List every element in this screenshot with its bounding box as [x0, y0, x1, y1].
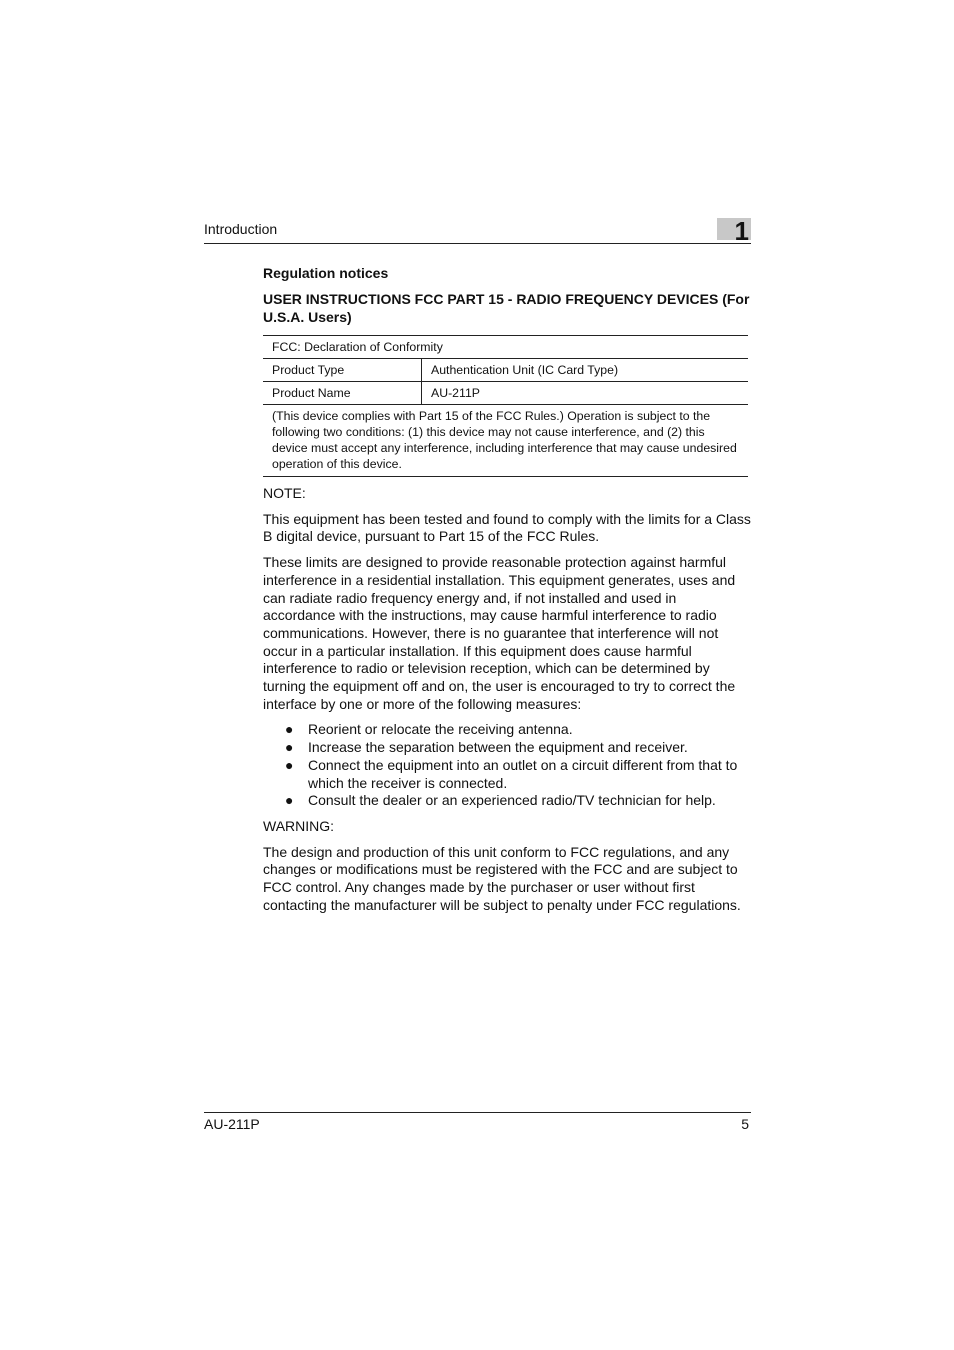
- table-key: Product Name: [263, 382, 422, 405]
- chapter-number: 1: [734, 216, 749, 246]
- table-value: Authentication Unit (IC Card Type): [422, 359, 749, 382]
- table-row: [263, 359, 748, 382]
- page-content: [263, 264, 751, 922]
- table-caption-row: [263, 336, 748, 359]
- list-item-text: Connect the equipment into an outlet on a circuit different from that to which the receiver is connected.: [308, 756, 738, 791]
- table-caption: FCC: Declaration of Conformity: [263, 336, 748, 359]
- section-name: Introduction: [204, 221, 278, 237]
- list-item-text: Increase the separation between the equipment and receiver.: [308, 739, 688, 756]
- paragraph: This equipment has been tested and found to comply with the limits for a Class B digital device, pursuant to Part 15 of the FCC Rules.: [263, 510, 751, 545]
- table-note-row: [263, 405, 748, 477]
- page-header: [204, 218, 751, 244]
- bullet-icon: ●: [285, 721, 294, 738]
- table-note: (This device complies with Part 15 of the FCC Rules.) Operation is subject to the following two conditions: (1) this device may not cause interference, and (2) this device must accept any interference, including interference that may cause undesired operation of this device.: [263, 405, 748, 477]
- paragraph: These limits are designed to provide reasonable protection against harmful interference in a residential installation. This equipment generates, uses and can radiate radio frequency energy and, if not installed and used in accordance with the instructions, may cause harmful interference to radio communications. However, there is no guarantee that interference will not occur in a particular installation. If this equipment does cause harmful interference to radio or television reception, which can be determined by turning the equipment off and on, the user is encouraged to try to correct the interface by one or more of the following measures:: [263, 554, 736, 712]
- subheading: Regulation notices: [263, 265, 389, 281]
- warning-label: WARNING:: [263, 817, 335, 834]
- table-key: Product Type: [263, 359, 422, 382]
- table-row: [263, 382, 748, 405]
- list-item: [285, 792, 751, 810]
- list-item: [285, 757, 751, 792]
- page-title: USER INSTRUCTIONS FCC PART 15 - RADIO FREQUENCY DEVICES (For U.S.A. Users): [263, 291, 750, 325]
- bullet-icon: ●: [285, 739, 294, 756]
- bullet-icon: ●: [285, 756, 294, 773]
- declaration-table: [263, 335, 748, 477]
- list-item-text: Consult the dealer or an experienced radio/TV technician for help.: [308, 792, 716, 809]
- bullet-icon: ●: [285, 792, 294, 809]
- paragraph: The design and production of this unit conform to FCC regulations, and any changes or modifications must be registered with the FCC and are subject to FCC control. Any changes made by the purchaser or user without first contacting the manufacturer will be subject to penalty under FCC regulations.: [263, 843, 741, 913]
- list-item: [285, 721, 751, 739]
- table-value: AU-211P: [422, 382, 749, 405]
- chapter-tab: [717, 216, 751, 246]
- page-footer: [204, 1112, 751, 1132]
- list-item: [285, 739, 751, 757]
- list-item-text: Reorient or relocate the receiving antenna.: [308, 721, 573, 738]
- measures-list: [263, 721, 751, 810]
- footer-product: AU-211P: [204, 1116, 260, 1132]
- page-number: 5: [741, 1116, 749, 1132]
- note-label: NOTE:: [263, 485, 306, 501]
